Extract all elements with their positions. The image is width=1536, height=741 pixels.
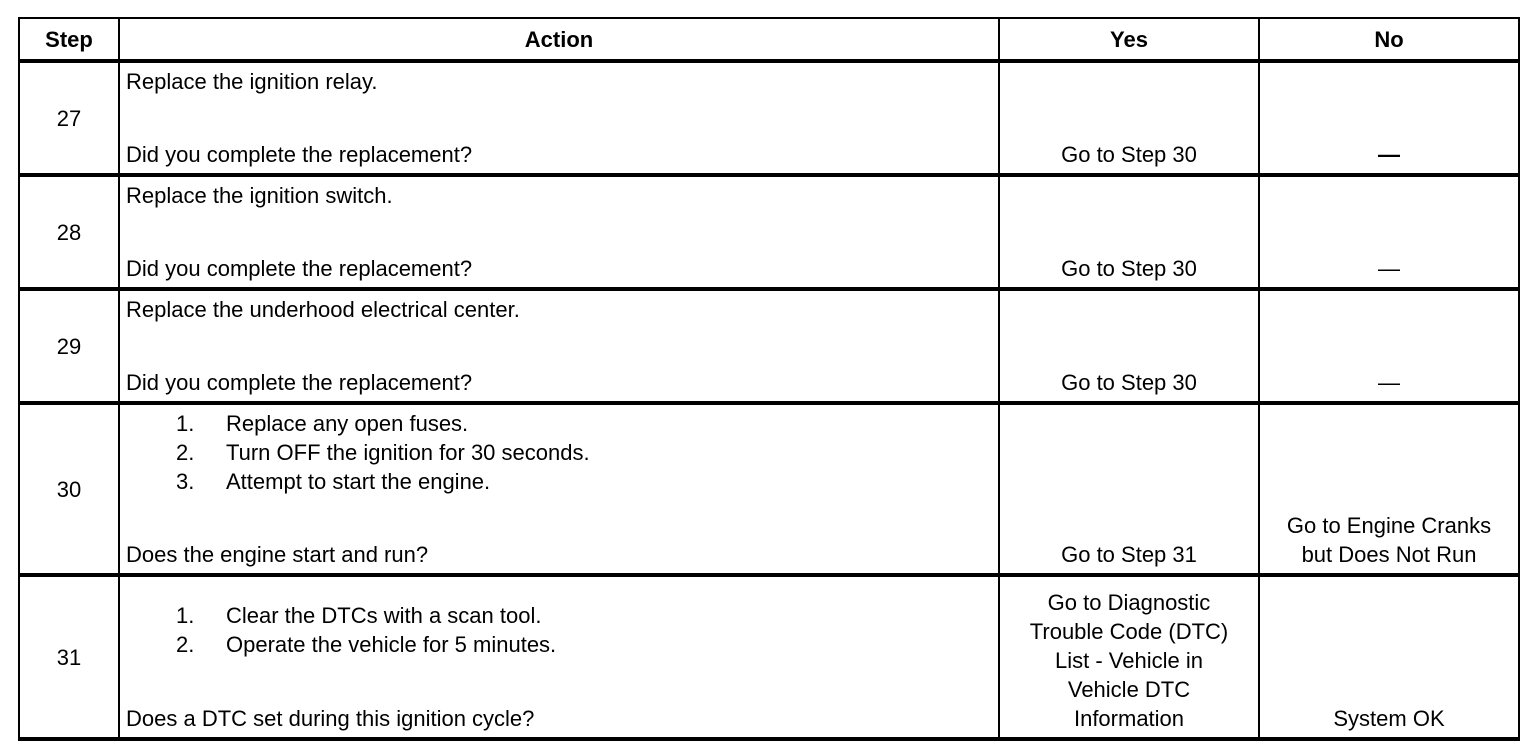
list-item-number: 3.: [176, 469, 195, 494]
action-cell: [119, 175, 999, 289]
action-cell: [119, 61, 999, 175]
yes-text-line: Vehicle DTC: [1067, 677, 1191, 702]
action-cell: [119, 575, 999, 739]
action-text: Replace the ignition relay.: [126, 69, 378, 94]
yes-text-line: Go to Diagnostic: [1047, 590, 1211, 615]
step-number: 29: [19, 289, 119, 403]
table-row: [19, 403, 1519, 575]
action-cell: [119, 289, 999, 403]
step-number: 28: [19, 175, 119, 289]
yes-cell: Go to Step 31: [999, 403, 1259, 575]
no-cell: [1259, 403, 1519, 575]
list-item-text: Operate the vehicle for 5 minutes.: [226, 632, 557, 657]
action-text: Replace the ignition switch.: [126, 183, 393, 208]
no-cell: [1259, 61, 1519, 175]
action-steps-list: [126, 405, 992, 496]
list-item: [176, 438, 992, 467]
action-question: Does the engine start and run?: [126, 542, 429, 567]
no-dash: —: [1378, 142, 1400, 167]
step-number: 31: [19, 575, 119, 739]
list-item-number: 1.: [176, 411, 195, 436]
header-row: [19, 18, 1519, 61]
no-dash: —: [1378, 370, 1400, 395]
yes-cell: [999, 575, 1259, 739]
yes-cell: Go to Step 30: [999, 289, 1259, 403]
list-item-text: Turn OFF the ignition for 30 seconds.: [226, 440, 590, 465]
table-row: [19, 575, 1519, 739]
no-cell: System OK: [1259, 575, 1519, 739]
header-step: Step: [19, 18, 119, 61]
step-number: 27: [19, 61, 119, 175]
list-item: [176, 601, 992, 630]
no-text-line: but Does Not Run: [1301, 542, 1477, 567]
action-steps-list: [126, 577, 992, 659]
diagnostic-table-container: [18, 17, 1518, 741]
step-number: 30: [19, 403, 119, 575]
list-item-text: Replace any open fuses.: [226, 411, 469, 436]
header-action: Action: [119, 18, 999, 61]
table-row: [19, 61, 1519, 175]
table-row: [19, 175, 1519, 289]
no-dash: —: [1378, 256, 1400, 281]
header-yes: Yes: [999, 18, 1259, 61]
no-cell: [1259, 289, 1519, 403]
yes-text-line: List - Vehicle in: [1055, 648, 1203, 673]
table-row: [19, 289, 1519, 403]
action-question: Does a DTC set during this ignition cycle?: [126, 706, 535, 731]
yes-cell: Go to Step 30: [999, 175, 1259, 289]
list-item: [176, 467, 992, 496]
list-item: [176, 630, 992, 659]
list-item-number: 2.: [176, 632, 195, 657]
action-question: Did you complete the replacement?: [126, 142, 473, 167]
no-cell: [1259, 175, 1519, 289]
yes-text-line: Information: [1073, 706, 1185, 731]
list-item-text: Clear the DTCs with a scan tool.: [226, 603, 542, 628]
list-item-number: 2.: [176, 440, 195, 465]
action-text: Replace the underhood electrical center.: [126, 297, 520, 322]
list-item: [176, 409, 992, 438]
yes-cell: Go to Step 30: [999, 61, 1259, 175]
header-no: No: [1259, 18, 1519, 61]
list-item-text: Attempt to start the engine.: [226, 469, 491, 494]
no-text-line: Go to Engine Cranks: [1286, 513, 1492, 538]
diagnostic-table: [18, 17, 1520, 741]
list-item-number: 1.: [176, 603, 195, 628]
action-cell: [119, 403, 999, 575]
yes-text-line: Trouble Code (DTC): [1029, 619, 1229, 644]
action-question: Did you complete the replacement?: [126, 370, 473, 395]
action-question: Did you complete the replacement?: [126, 256, 473, 281]
